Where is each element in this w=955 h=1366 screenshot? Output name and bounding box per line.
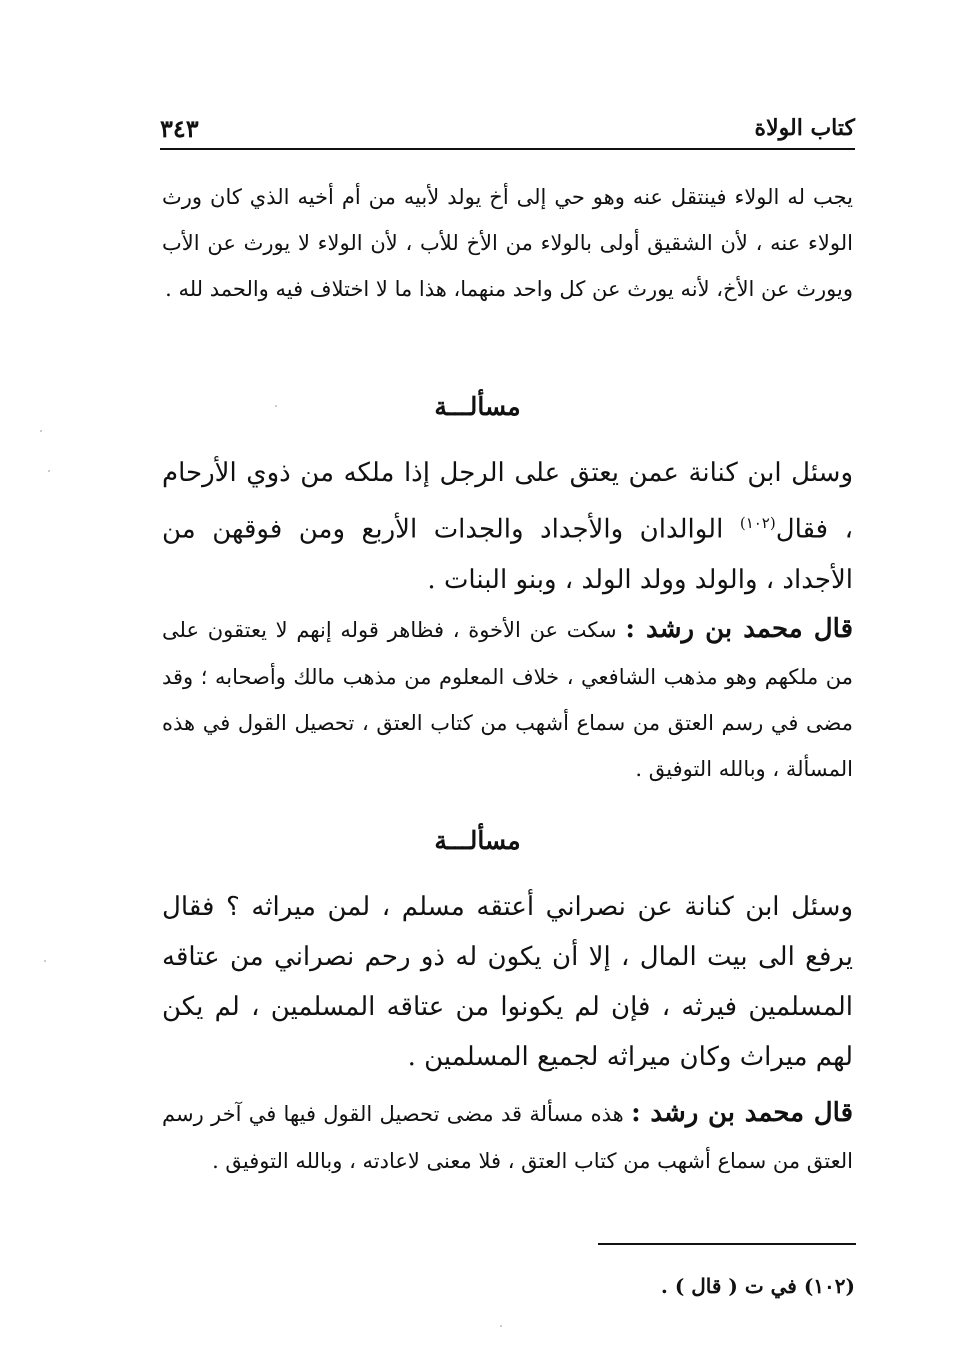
page-header bbox=[160, 108, 855, 150]
question-text-part2: الوالدان والأجداد والجدات الأربع ومن فوقهن من الأجداد ، والولد وولد الولد ، وبنو البنات . bbox=[162, 514, 853, 595]
book-title: كتاب الولاة bbox=[754, 115, 855, 141]
page-number: ٣٤٣ bbox=[160, 113, 199, 143]
commentary-lead: قال محمد بن رشد : bbox=[625, 614, 853, 644]
section-heading-2: مسألـــة bbox=[434, 826, 521, 855]
section-heading-1: مسألـــة bbox=[434, 392, 521, 421]
section1-question bbox=[162, 448, 853, 605]
section1-commentary bbox=[162, 604, 853, 792]
question-text-part1: وسئل ابن كنانة عمن يعتق على الرجل إذا ملكه من ذوي الأرحام ، فقال bbox=[162, 458, 854, 545]
scan-speck bbox=[48, 470, 50, 472]
scan-speck bbox=[40, 430, 42, 432]
intro-paragraph: يجب له الولاء فينتقل عنه وهو حي إلى أخ يولد لأبيه من أم أخيه الذي كان ورث الولاء عنه ، لأن الشقيق أولى بالولاء من الأخ للأب ، لأن الولاء لا يورث عن الأب ويورث عن الأخ، لأنه يورث عن كل واحد منهما، هذا ما لا اختلاف فيه والحمد لله . bbox=[162, 185, 853, 301]
footnote-separator bbox=[598, 1243, 856, 1245]
commentary-lead: قال محمد بن رشد : bbox=[631, 1098, 854, 1128]
commentary-text: هذه مسألة قد مضى تحصيل القول فيها في آخر رسم العتق من سماع أشهب من كتاب العتق ، فلا معنى لاعادته ، وبالله التوفيق . bbox=[162, 1102, 853, 1173]
section2-question: وسئل ابن كنانة عن نصراني أعتقه مسلم ، لمن ميراثه ؟ فقال يرفع الى بيت المال ، إلا أن يكون له ذو رحم نصراني من عتاقه المسلمين فيرثه ، فإن لم يكونوا من عتاقه المسلمين ، لم يكن لهم ميراث وكان ميراثه لجميع المسلمين . bbox=[162, 892, 853, 1072]
footnote: (١٠٢) في ت ( قال ) . bbox=[660, 1274, 855, 1298]
scan-speck bbox=[44, 960, 46, 962]
scan-speck bbox=[275, 405, 277, 407]
commentary-text: سكت عن الأخوة ، فظاهر قوله إنهم لا يعتقون على من ملكهم وهو مذهب الشافعي ، خلاف المعلوم من مذهب مالك وأصحابه ؛ وقد مضى في رسم العتق من سماع أشهب من كتاب العتق ، تحصيل القول في هذه المسألة ، وبالله التوفيق . bbox=[162, 618, 853, 781]
section2-commentary bbox=[162, 1088, 853, 1184]
footnote-reference[interactable]: (١٠٢) bbox=[739, 514, 776, 532]
scan-speck bbox=[500, 1325, 502, 1327]
